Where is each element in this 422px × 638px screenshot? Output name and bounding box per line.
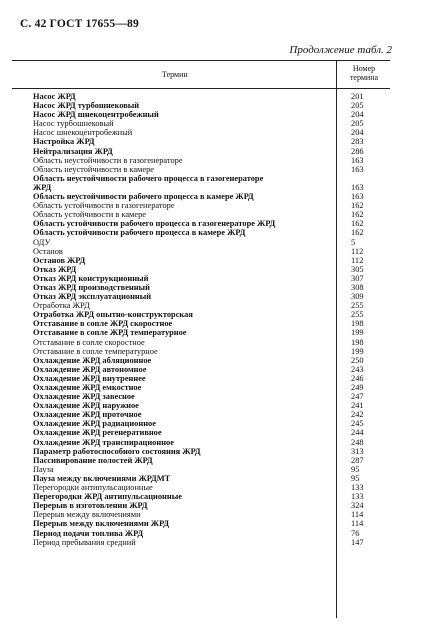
term-number-cell: 205 [351,101,364,111]
table-row [12,465,390,474]
term-cell: Пассивирование полостей ЖРД [33,455,153,465]
table-row [12,228,390,237]
table-row [12,292,390,301]
term-cell: Насос турбошнековый [33,119,114,129]
term-cell: Отказ ЖРД конструкционный [33,273,149,283]
table-row [12,219,390,228]
term-cell: Отставание в сопле ЖРД скоростное [33,319,173,329]
table-row [12,447,390,456]
table-row [12,519,390,528]
term-number-cell: 198 [351,337,364,347]
table-row [12,401,390,410]
term-number-cell: 162 [351,219,364,229]
table-row [12,510,390,519]
term-cell: Отставание в сопле скоростное [33,337,145,347]
term-number-cell: 241 [351,401,364,411]
column-header-number: Номер термина [349,64,379,82]
term-number-cell: 204 [351,110,364,120]
table-row [12,365,390,374]
table-row [12,483,390,492]
term-cell: Период подачи топлива ЖРД [33,528,144,538]
term-number-cell: 204 [351,128,364,138]
table-row [12,156,390,165]
table-row [12,438,390,447]
term-cell: Перегородки антипульсационные [33,483,153,493]
term-cell: Отработка ЖРД [33,301,90,311]
term-number-cell: 305 [351,264,364,274]
table-row [12,165,390,174]
table-row [12,383,390,392]
term-number-cell: 255 [351,301,364,311]
table-row [12,310,390,319]
term-number-cell: 162 [351,228,364,238]
term-cell: Область неустойчивости рабочего процесса в газогенераторе [33,173,264,183]
table-row [12,501,390,510]
term-number-cell: 199 [351,346,364,356]
term-number-cell: 250 [351,355,364,365]
term-cell: Охлаждение ЖРД радиационное [33,419,156,429]
term-number-cell: 112 [351,246,364,256]
term-cell: Охлаждение ЖРД проточное [33,410,142,420]
term-number-cell: 324 [351,501,364,511]
term-number-cell: 286 [351,146,364,156]
term-number-cell: 244 [351,428,364,438]
term-number-cell: 283 [351,137,364,147]
term-cell: Охлаждение ЖРД транспирационное [33,437,174,447]
table-row [12,538,390,547]
term-cell: Перерыв между включениями [33,510,141,520]
term-number-cell: 199 [351,328,364,338]
term-cell: Отставание в сопле ЖРД температурное [33,328,187,338]
term-cell: Останов ЖРД [33,255,86,265]
term-number-cell: 163 [351,155,364,165]
term-cell: Охлаждение ЖРД внутреннее [33,373,146,383]
term-number-cell: 163 [351,192,364,202]
term-cell: Отказ ЖРД [33,264,77,274]
term-number-cell: 162 [351,210,364,220]
table-row [12,201,390,210]
table-row [12,238,390,247]
term-number-cell: 198 [351,319,364,329]
term-cell: Перерыв в изготовлении ЖРД [33,501,148,511]
table-row [12,137,390,146]
term-cell: Пауза [33,464,54,474]
term-cell: Нейтрализация ЖРД [33,146,113,156]
table-row [12,247,390,256]
table-row [12,256,390,265]
term-cell: Останов [33,246,63,256]
table-row [12,529,390,538]
table-row [12,119,390,128]
term-cell: Период пребывания средний [33,537,136,547]
term-cell: Настройка ЖРД [33,137,95,147]
table-row [12,328,390,337]
term-cell: Пауза между включениями ЖРДМТ [33,473,171,483]
term-number-cell: 245 [351,419,364,429]
table-row [12,356,390,365]
column-header-term: Термин [162,70,188,79]
term-cell: Отказ ЖРД эксплуатационный [33,292,152,302]
term-number-cell: 76 [351,528,360,538]
term-cell: Отставание в сопле температурное [33,346,158,356]
term-cell: Насос ЖРД шнекоцентробежный [33,110,159,120]
term-cell: Область устойчивости в газогенераторе [33,201,175,211]
table-row [12,128,390,137]
term-cell: Охлаждение ЖРД завесное [33,392,135,402]
term-cell: Область устойчивости рабочего процесса в газогенераторе ЖРД [33,219,276,229]
term-number-cell: 248 [351,437,364,447]
term-number-cell: 112 [351,255,364,265]
term-number-cell: 308 [351,282,364,292]
term-cell: Насос шнекоцентробежный [33,128,133,138]
table-row [12,456,390,465]
term-number-cell: 255 [351,310,364,320]
table-row [12,347,390,356]
page-header: С. 42 ГОСТ 17655—89 [20,18,139,30]
term-cell: Охлаждение ЖРД регенеративное [33,428,162,438]
term-cell: Параметр работоспособного состояния ЖРД [33,446,201,456]
table-row [12,338,390,347]
term-cell: Область неустойчивости в газогенераторе [33,155,183,165]
term-number-cell: 287 [351,455,364,465]
term-cell: Насос ЖРД турбошнековый [33,101,140,111]
table-row [12,492,390,501]
term-cell: Насос ЖРД [33,92,76,101]
term-cell: Отказ ЖРД производственный [33,282,150,292]
term-number-cell: 95 [351,464,360,474]
table-row [12,265,390,274]
table-row [12,410,390,419]
term-cell: Область устойчивости в камере [33,210,146,220]
term-cell: Охлаждение ЖРД абляционное [33,355,152,365]
term-number-cell: 147 [351,537,364,547]
term-cell: Область устойчивости рабочего процесса в камере ЖРД [33,228,246,238]
term-number-cell: 133 [351,483,364,493]
table-row [12,319,390,328]
term-number-cell: 205 [351,119,364,129]
table-row [12,101,390,110]
term-number-cell: 307 [351,273,364,283]
table-body [12,92,390,547]
term-cell: Отработка ЖРД опытно-конструкторская [33,310,193,320]
table-row [12,419,390,428]
table-row [12,174,390,183]
terms-table [12,60,390,618]
table-continuation-caption: Продолжение табл. 2 [289,44,392,56]
table-row [12,192,390,201]
term-number-cell: 246 [351,373,364,383]
table-row [12,92,390,101]
table-row [12,474,390,483]
term-number-cell: 133 [351,492,364,502]
term-cell: Область неустойчивости рабочего процесса в камере ЖРД [33,192,254,202]
term-number-cell: 313 [351,446,364,456]
table-header-rule [12,88,390,89]
table-row [12,283,390,292]
table-top-rule [12,60,390,61]
table-row [12,392,390,401]
term-number-cell: 247 [351,392,364,402]
table-row [12,301,390,310]
table-row [12,183,390,192]
table-row [12,274,390,283]
term-number-cell: 201 [351,92,364,101]
term-cell: Перерыв между включениями ЖРД [33,519,170,529]
term-number-cell: 309 [351,292,364,302]
table-row [12,428,390,437]
table-row [12,110,390,119]
term-cell: Перегородки ЖРД антипульсационные [33,492,182,502]
term-cell: Охлаждение ЖРД емкостное [33,383,142,392]
term-number-cell: 114 [351,510,364,520]
term-number-cell: 243 [351,364,364,374]
term-cell: Охлаждение ЖРД наружное [33,401,139,411]
term-number-cell: 163 [351,164,364,174]
term-number-cell: 114 [351,519,364,529]
term-cell: Охлаждение ЖРД автономное [33,364,147,374]
term-cell: ЖРД [33,182,52,192]
term-number-cell: 249 [351,383,364,392]
term-number-cell: 242 [351,410,364,420]
term-number-cell: 5 [351,237,356,247]
term-cell: Область неустойчивости в камере [33,164,154,174]
term-number-cell: 162 [351,201,364,211]
term-number-cell: 95 [351,473,360,483]
term-number-cell: 163 [351,182,364,192]
term-cell: ОДУ [33,237,51,247]
table-row [12,147,390,156]
table-row [12,374,390,383]
table-row [12,210,390,219]
